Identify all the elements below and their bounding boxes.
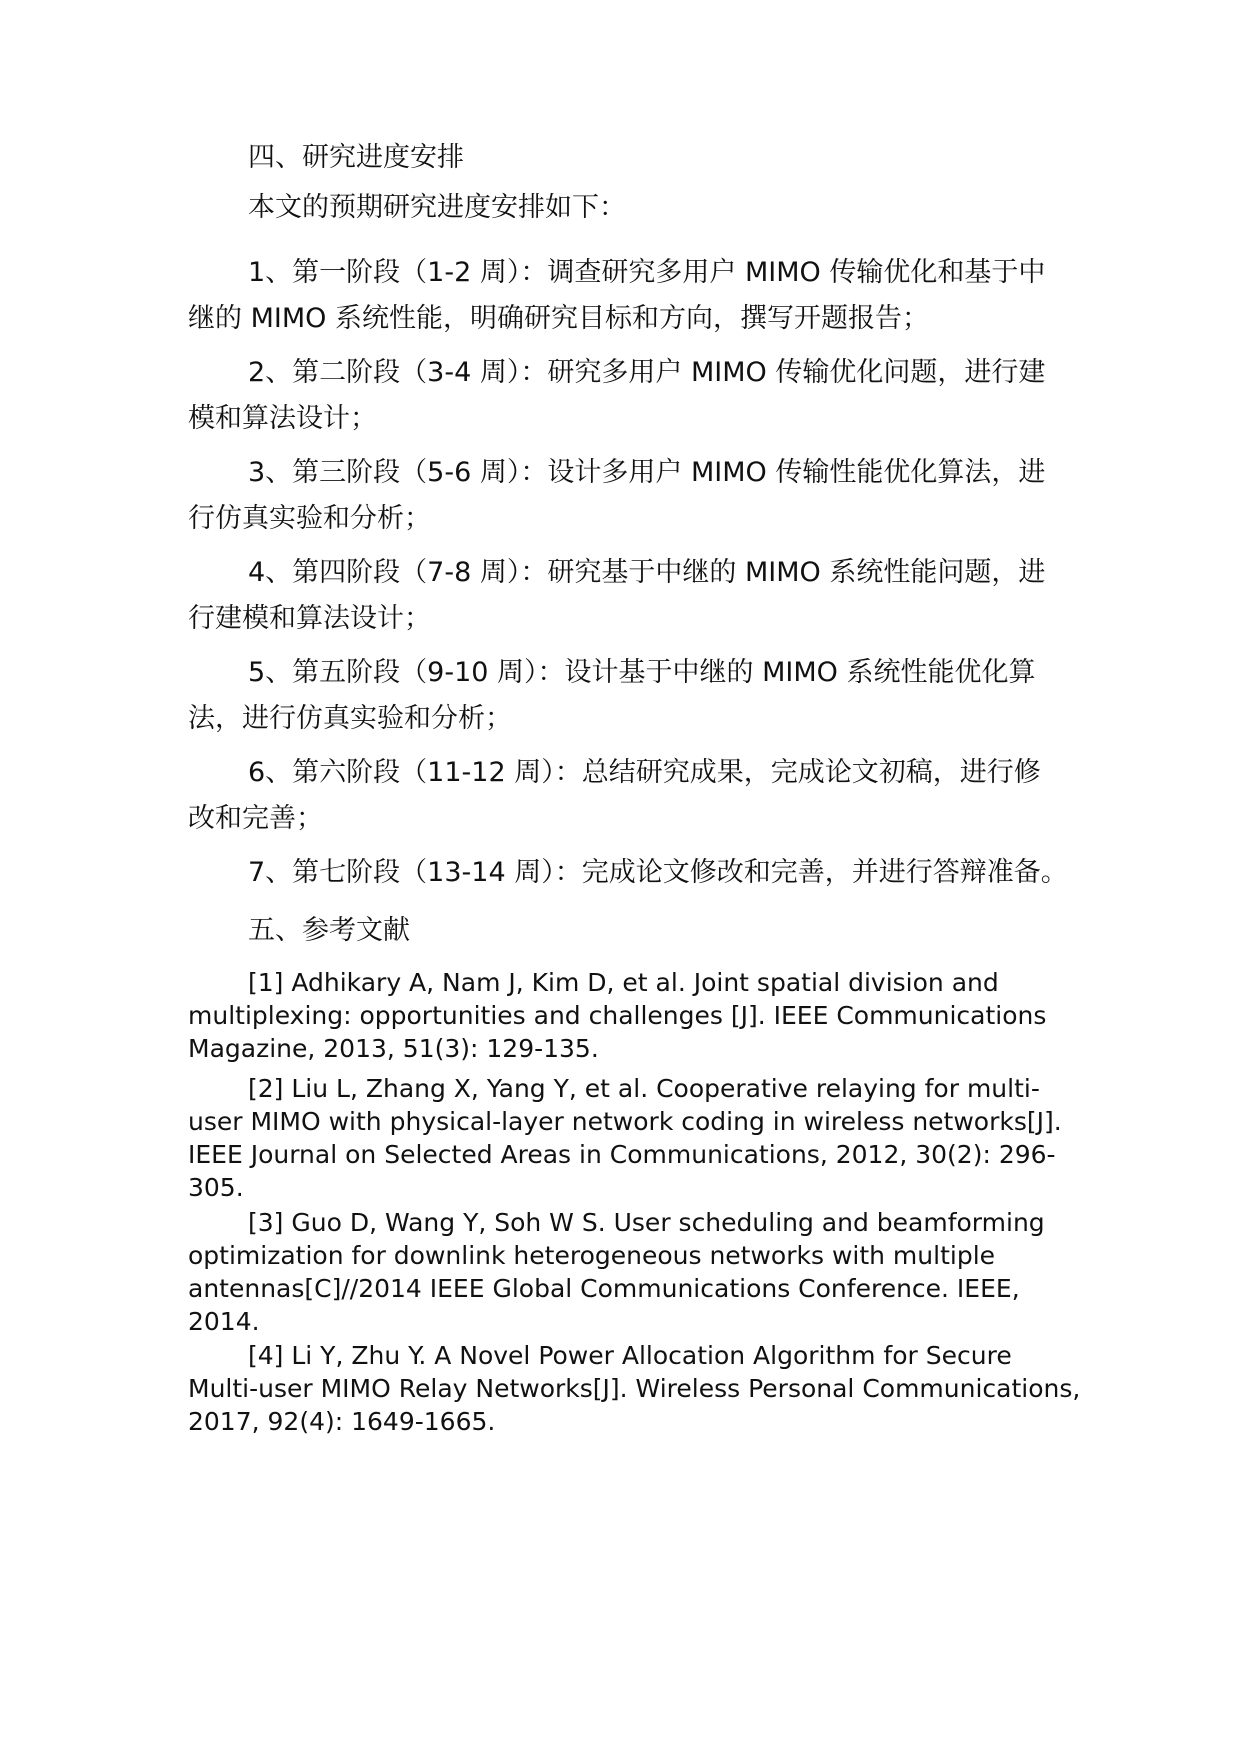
reference-line: 305.: [188, 1173, 244, 1202]
stage-line: 7、第七阶段（13-14 周）：完成论文修改和完善，并进行答辩准备。: [248, 857, 1068, 888]
stage-item-4: [188, 550, 1068, 642]
stage-line: 模和算法设计；: [188, 403, 377, 434]
section-heading-references: 五、参考文献: [248, 915, 410, 946]
stage-item-6: [188, 750, 1068, 842]
stage-item-1: [188, 250, 1068, 342]
reference-line: Magazine, 2013, 51(3): 129-135.: [188, 1034, 599, 1063]
reference-line: Multi-user MIMO Relay Networks[J]. Wireless Personal Communications,: [188, 1374, 1081, 1403]
reference-line: multiplexing: opportunities and challenges [J]. IEEE Communications: [188, 1001, 1047, 1030]
stage-line: 行建模和算法设计；: [188, 603, 431, 634]
reference-line: IEEE Journal on Selected Areas in Communications, 2012, 30(2): 296-: [188, 1140, 1056, 1169]
stage-line: 法，进行仿真实验和分析；: [188, 703, 512, 734]
stage-line: 改和完善；: [188, 803, 323, 834]
stage-item-5: [188, 650, 1068, 742]
section-heading-schedule: 四、研究进度安排: [248, 142, 464, 173]
stage-line: 3、第三阶段（5-6 周）：设计多用户 MIMO 传输性能优化算法，进: [248, 457, 1046, 488]
stage-line: 6、第六阶段（11-12 周）：总结研究成果，完成论文初稿，进行修: [248, 757, 1041, 788]
stage-line: 4、第四阶段（7-8 周）：研究基于中继的 MIMO 系统性能问题，进: [248, 557, 1046, 588]
reference-line: user MIMO with physical-layer network coding in wireless networks[J].: [188, 1107, 1062, 1136]
reference-item-2: [188, 1072, 1088, 1204]
reference-line: 2014.: [188, 1307, 260, 1336]
reference-item-4: [188, 1339, 1088, 1438]
reference-line: [2] Liu L, Zhang X, Yang Y, et al. Cooperative relaying for multi-: [248, 1074, 1040, 1103]
stage-item-2: [188, 350, 1068, 442]
reference-line: optimization for downlink heterogeneous networks with multiple: [188, 1241, 996, 1270]
schedule-intro-line: 本文的预期研究进度安排如下：: [248, 192, 626, 223]
reference-item-1: [188, 966, 1088, 1065]
reference-line: antennas[C]//2014 IEEE Global Communications Conference. IEEE,: [188, 1274, 1020, 1303]
stage-line: 2、第二阶段（3-4 周）：研究多用户 MIMO 传输优化问题，进行建: [248, 357, 1046, 388]
stage-item-7: [188, 850, 1068, 896]
reference-line: [4] Li Y, Zhu Y. A Novel Power Allocation Algorithm for Secure: [248, 1341, 1012, 1370]
schedule-intro: [188, 185, 1068, 231]
stage-line: 1、第一阶段（1-2 周）：调查研究多用户 MIMO 传输优化和基于中: [248, 257, 1046, 288]
reference-item-3: [188, 1206, 1088, 1338]
reference-line: [1] Adhikary A, Nam J, Kim D, et al. Joint spatial division and: [248, 968, 999, 997]
stage-line: 5、第五阶段（9-10 周）：设计基于中继的 MIMO 系统性能优化算: [248, 657, 1036, 688]
reference-line: 2017, 92(4): 1649-1665.: [188, 1407, 496, 1436]
stage-line: 继的 MIMO 系统性能，明确研究目标和方向，撰写开题报告；: [188, 303, 929, 334]
reference-line: [3] Guo D, Wang Y, Soh W S. User scheduling and beamforming: [248, 1208, 1045, 1237]
stage-item-3: [188, 450, 1068, 542]
stage-line: 行仿真实验和分析；: [188, 503, 431, 534]
